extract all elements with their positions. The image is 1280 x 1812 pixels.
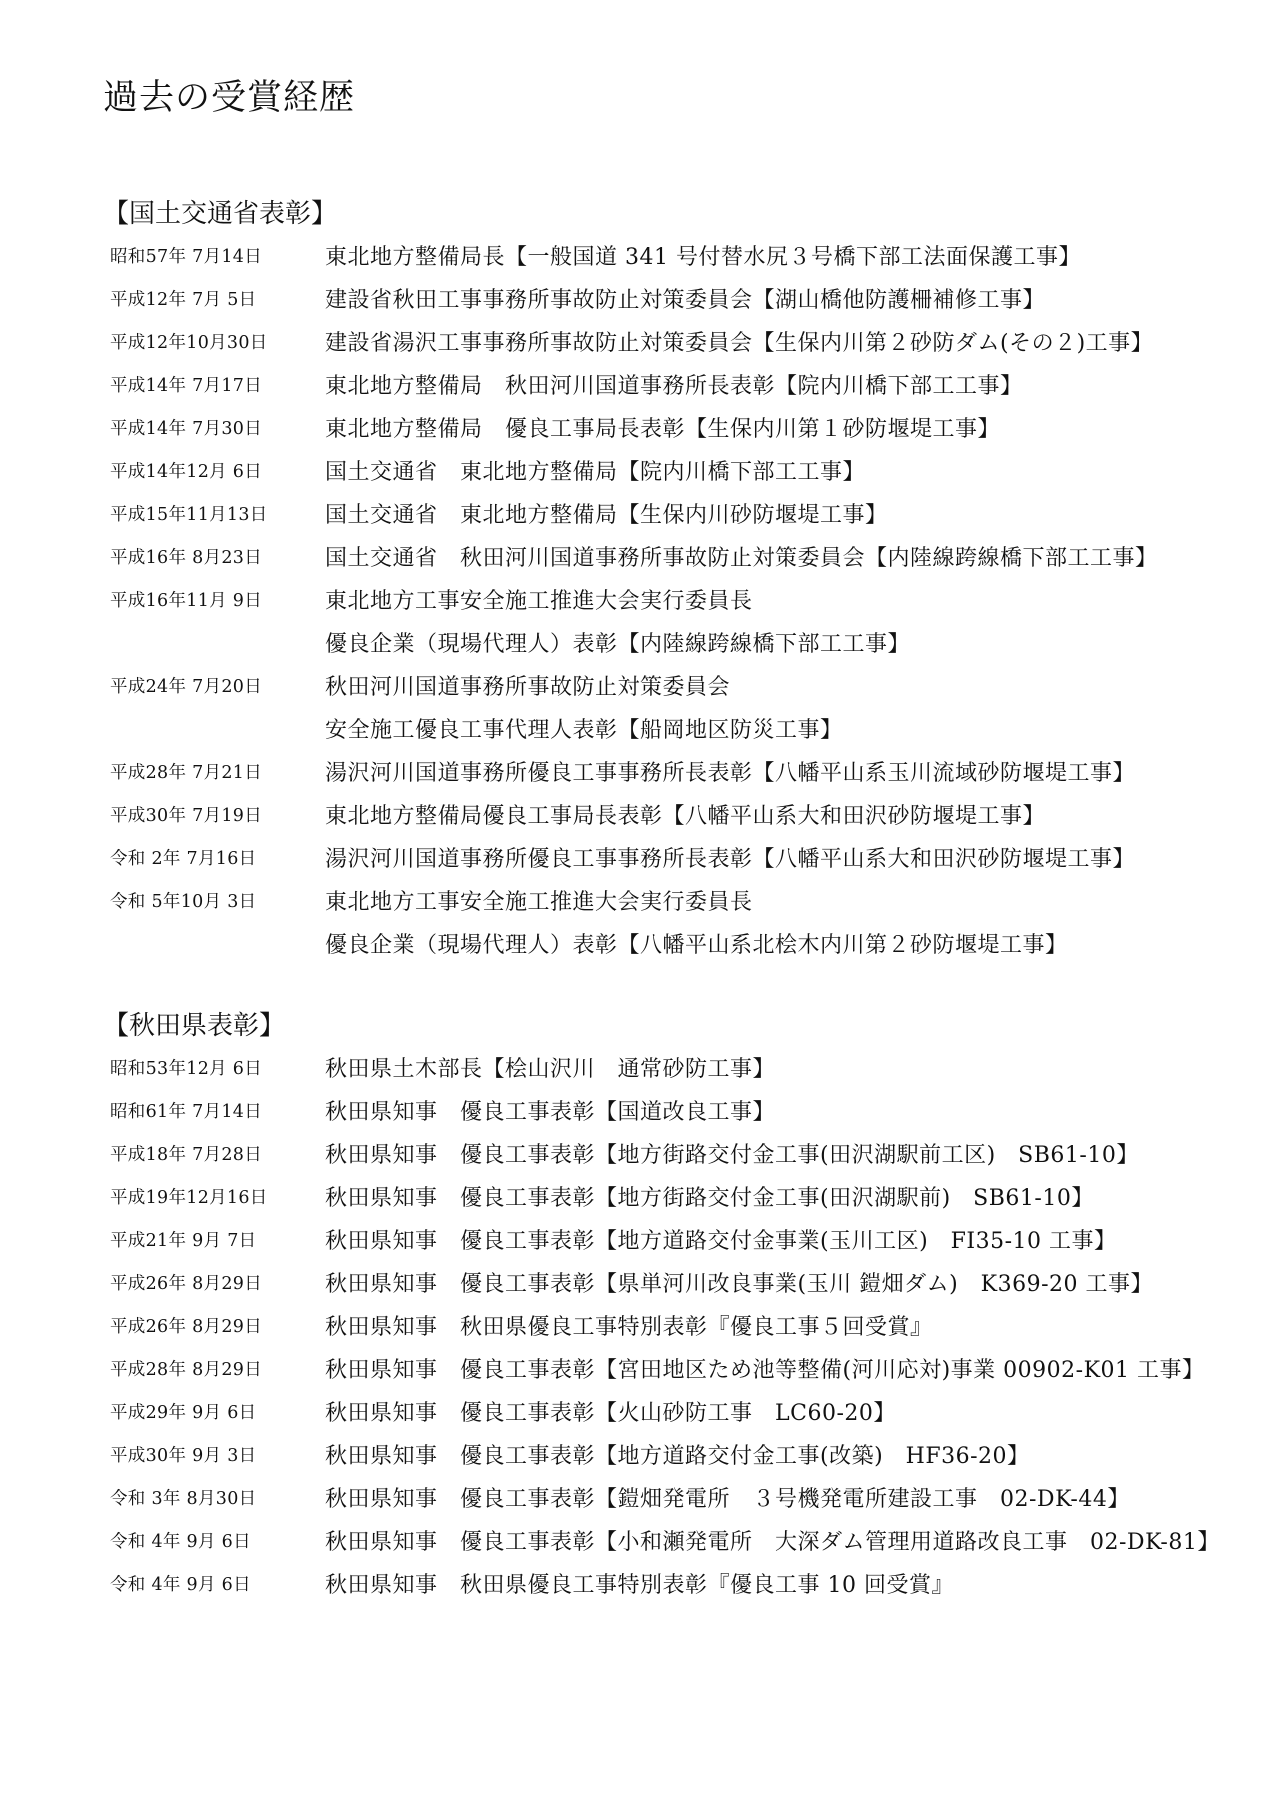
award-row: [103, 838, 1263, 881]
award-row: [103, 1220, 1263, 1263]
award-row: [103, 1435, 1263, 1478]
award-date: 平成21年 9月 7日: [110, 1231, 257, 1251]
award-date: 平成29年 9月 6日: [110, 1403, 257, 1423]
award-date: 平成18年 7月28日: [110, 1145, 263, 1165]
award-row: [103, 795, 1263, 838]
award-row: [103, 1392, 1263, 1435]
award-description: 秋田県知事 優良工事表彰【県単河川改良事業(玉川 鎧畑ダム) K369-20 工事】: [325, 1272, 1154, 1297]
award-description: 建設省湯沢工事事務所事故防止対策委員会【生保内川第２砂防ダム(その２)工事】: [325, 331, 1154, 356]
award-row: [103, 580, 1263, 623]
award-description: 優良企業（現場代理人）表彰【内陸線跨線橋下部工工事】: [325, 632, 911, 657]
award-date: 平成16年 8月23日: [110, 548, 263, 568]
award-row: [103, 1564, 1263, 1607]
award-date: 令和 2年 7月16日: [110, 849, 257, 869]
award-date: [103, 924, 325, 967]
award-date: 令和 5年10月 3日: [110, 892, 257, 912]
section-title-akita: 【秋田県表彰】: [103, 1011, 286, 1041]
award-description: 国土交通省 秋田河川国道事務所事故防止対策委員会【内陸線跨線橋下部工工事】: [325, 546, 1158, 571]
award-date: 平成19年12月16日: [110, 1188, 268, 1208]
award-row: [103, 1263, 1263, 1306]
award-date: 平成30年 7月19日: [110, 806, 263, 826]
award-description: 秋田県知事 優良工事表彰【国道改良工事】: [325, 1100, 776, 1125]
award-description: 東北地方工事安全施工推進大会実行委員長: [325, 589, 753, 614]
award-description: 安全施工優良工事代理人表彰【船岡地区防災工事】: [325, 718, 843, 743]
award-date: 平成26年 8月29日: [110, 1317, 263, 1337]
award-row: [103, 537, 1263, 580]
award-row: [103, 236, 1263, 279]
award-row: [103, 1091, 1263, 1134]
award-row: [103, 451, 1263, 494]
award-row: [103, 322, 1263, 365]
award-date: 平成26年 8月29日: [110, 1274, 263, 1294]
award-date: 令和 4年 9月 6日: [110, 1575, 251, 1595]
award-date: 平成30年 9月 3日: [110, 1446, 257, 1466]
award-row: [103, 881, 1263, 924]
award-description: 秋田県知事 優良工事表彰【鎧畑発電所 ３号機発電所建設工事 02-DK-44】: [325, 1487, 1130, 1512]
award-description: 建設省秋田工事事務所事故防止対策委員会【湖山橋他防護柵補修工事】: [325, 288, 1046, 313]
award-row: [103, 365, 1263, 408]
award-description: 秋田県知事 優良工事表彰【地方街路交付金工事(田沢湖駅前工区) SB61-10】: [325, 1143, 1139, 1168]
award-description: 東北地方整備局優良工事局長表彰【八幡平山系大和田沢砂防堰堤工事】: [325, 804, 1046, 829]
award-date: [103, 709, 325, 752]
award-row: [103, 1478, 1263, 1521]
award-description: 湯沢河川国道事務所優良工事事務所長表彰【八幡平山系大和田沢砂防堰堤工事】: [325, 847, 1136, 872]
award-date: 昭和61年 7月14日: [110, 1102, 263, 1122]
award-date: [103, 623, 325, 666]
award-description: 湯沢河川国道事務所優良工事事務所長表彰【八幡平山系玉川流域砂防堰堤工事】: [325, 761, 1136, 786]
award-row: [103, 494, 1263, 537]
section-mlit-awards: [103, 193, 1263, 967]
award-date: 昭和53年12月 6日: [110, 1059, 263, 1079]
page-title: 過去の受賞経歴: [103, 78, 356, 118]
award-row: [103, 666, 1263, 709]
award-date: 平成28年 8月29日: [110, 1360, 263, 1380]
award-list-akita: [103, 1048, 1263, 1607]
award-description: 秋田河川国道事務所事故防止対策委員会: [325, 675, 731, 700]
award-description: 国土交通省 東北地方整備局【生保内川砂防堰堤工事】: [325, 503, 888, 528]
award-date: 平成16年11月 9日: [110, 591, 263, 611]
award-date: 平成24年 7月20日: [110, 677, 263, 697]
award-date: 平成15年11月13日: [110, 505, 268, 525]
award-description: 秋田県知事 秋田県優良工事特別表彰『優良工事 10 回受賞』: [325, 1573, 954, 1598]
award-row: [103, 752, 1263, 795]
award-description: 秋田県知事 優良工事表彰【火山砂防工事 LC60-20】: [325, 1401, 896, 1426]
award-date: 平成14年 7月17日: [110, 376, 263, 396]
award-row: [103, 1134, 1263, 1177]
award-row: [103, 1521, 1263, 1564]
section-akita-awards: [103, 1005, 1263, 1607]
award-description: 秋田県知事 優良工事表彰【地方道路交付金事業(玉川工区) FI35-10 工事】: [325, 1229, 1117, 1254]
award-description: 秋田県土木部長【桧山沢川 通常砂防工事】: [325, 1057, 776, 1082]
award-row: [103, 1177, 1263, 1220]
award-row: [103, 709, 1263, 752]
award-description: 秋田県知事 優良工事表彰【小和瀬発電所 大深ダム管理用道路改良工事 02-DK-81】: [325, 1530, 1220, 1555]
award-row: [103, 279, 1263, 322]
award-date: 平成14年12月 6日: [110, 462, 263, 482]
award-description: 秋田県知事 優良工事表彰【宮田地区ため池等整備(河川応対)事業 00902-K01 工事】: [325, 1358, 1205, 1383]
award-description: 秋田県知事 秋田県優良工事特別表彰『優良工事５回受賞』: [325, 1315, 933, 1340]
award-description: 東北地方整備局長【一般国道 341 号付替水尻３号橋下部工法面保護工事】: [325, 245, 1081, 270]
award-description: 国土交通省 東北地方整備局【院内川橋下部工工事】: [325, 460, 866, 485]
award-row: [103, 1306, 1263, 1349]
award-row: [103, 1349, 1263, 1392]
award-description: 東北地方整備局 秋田河川国道事務所長表彰【院内川橋下部工工事】: [325, 374, 1023, 399]
award-date: 平成12年10月30日: [110, 333, 268, 353]
award-list-mlit: [103, 236, 1263, 967]
award-date: 令和 4年 9月 6日: [110, 1532, 251, 1552]
award-description: 東北地方整備局 優良工事局長表彰【生保内川第１砂防堰堤工事】: [325, 417, 1001, 442]
award-date: 平成12年 7月 5日: [110, 290, 257, 310]
award-row: [103, 1048, 1263, 1091]
award-description: 優良企業（現場代理人）表彰【八幡平山系北桧木内川第２砂防堰堤工事】: [325, 933, 1068, 958]
award-row: [103, 924, 1263, 967]
award-description: 秋田県知事 優良工事表彰【地方街路交付金工事(田沢湖駅前) SB61-10】: [325, 1186, 1094, 1211]
award-description: 秋田県知事 優良工事表彰【地方道路交付金工事(改築) HF36-20】: [325, 1444, 1030, 1469]
award-row: [103, 623, 1263, 666]
award-date: 昭和57年 7月14日: [110, 247, 263, 267]
award-row: [103, 408, 1263, 451]
award-date: 平成14年 7月30日: [110, 419, 263, 439]
section-title-mlit: 【国土交通省表彰】: [103, 199, 338, 229]
award-date: 令和 3年 8月30日: [110, 1489, 257, 1509]
award-description: 東北地方工事安全施工推進大会実行委員長: [325, 890, 753, 915]
award-date: 平成28年 7月21日: [110, 763, 263, 783]
